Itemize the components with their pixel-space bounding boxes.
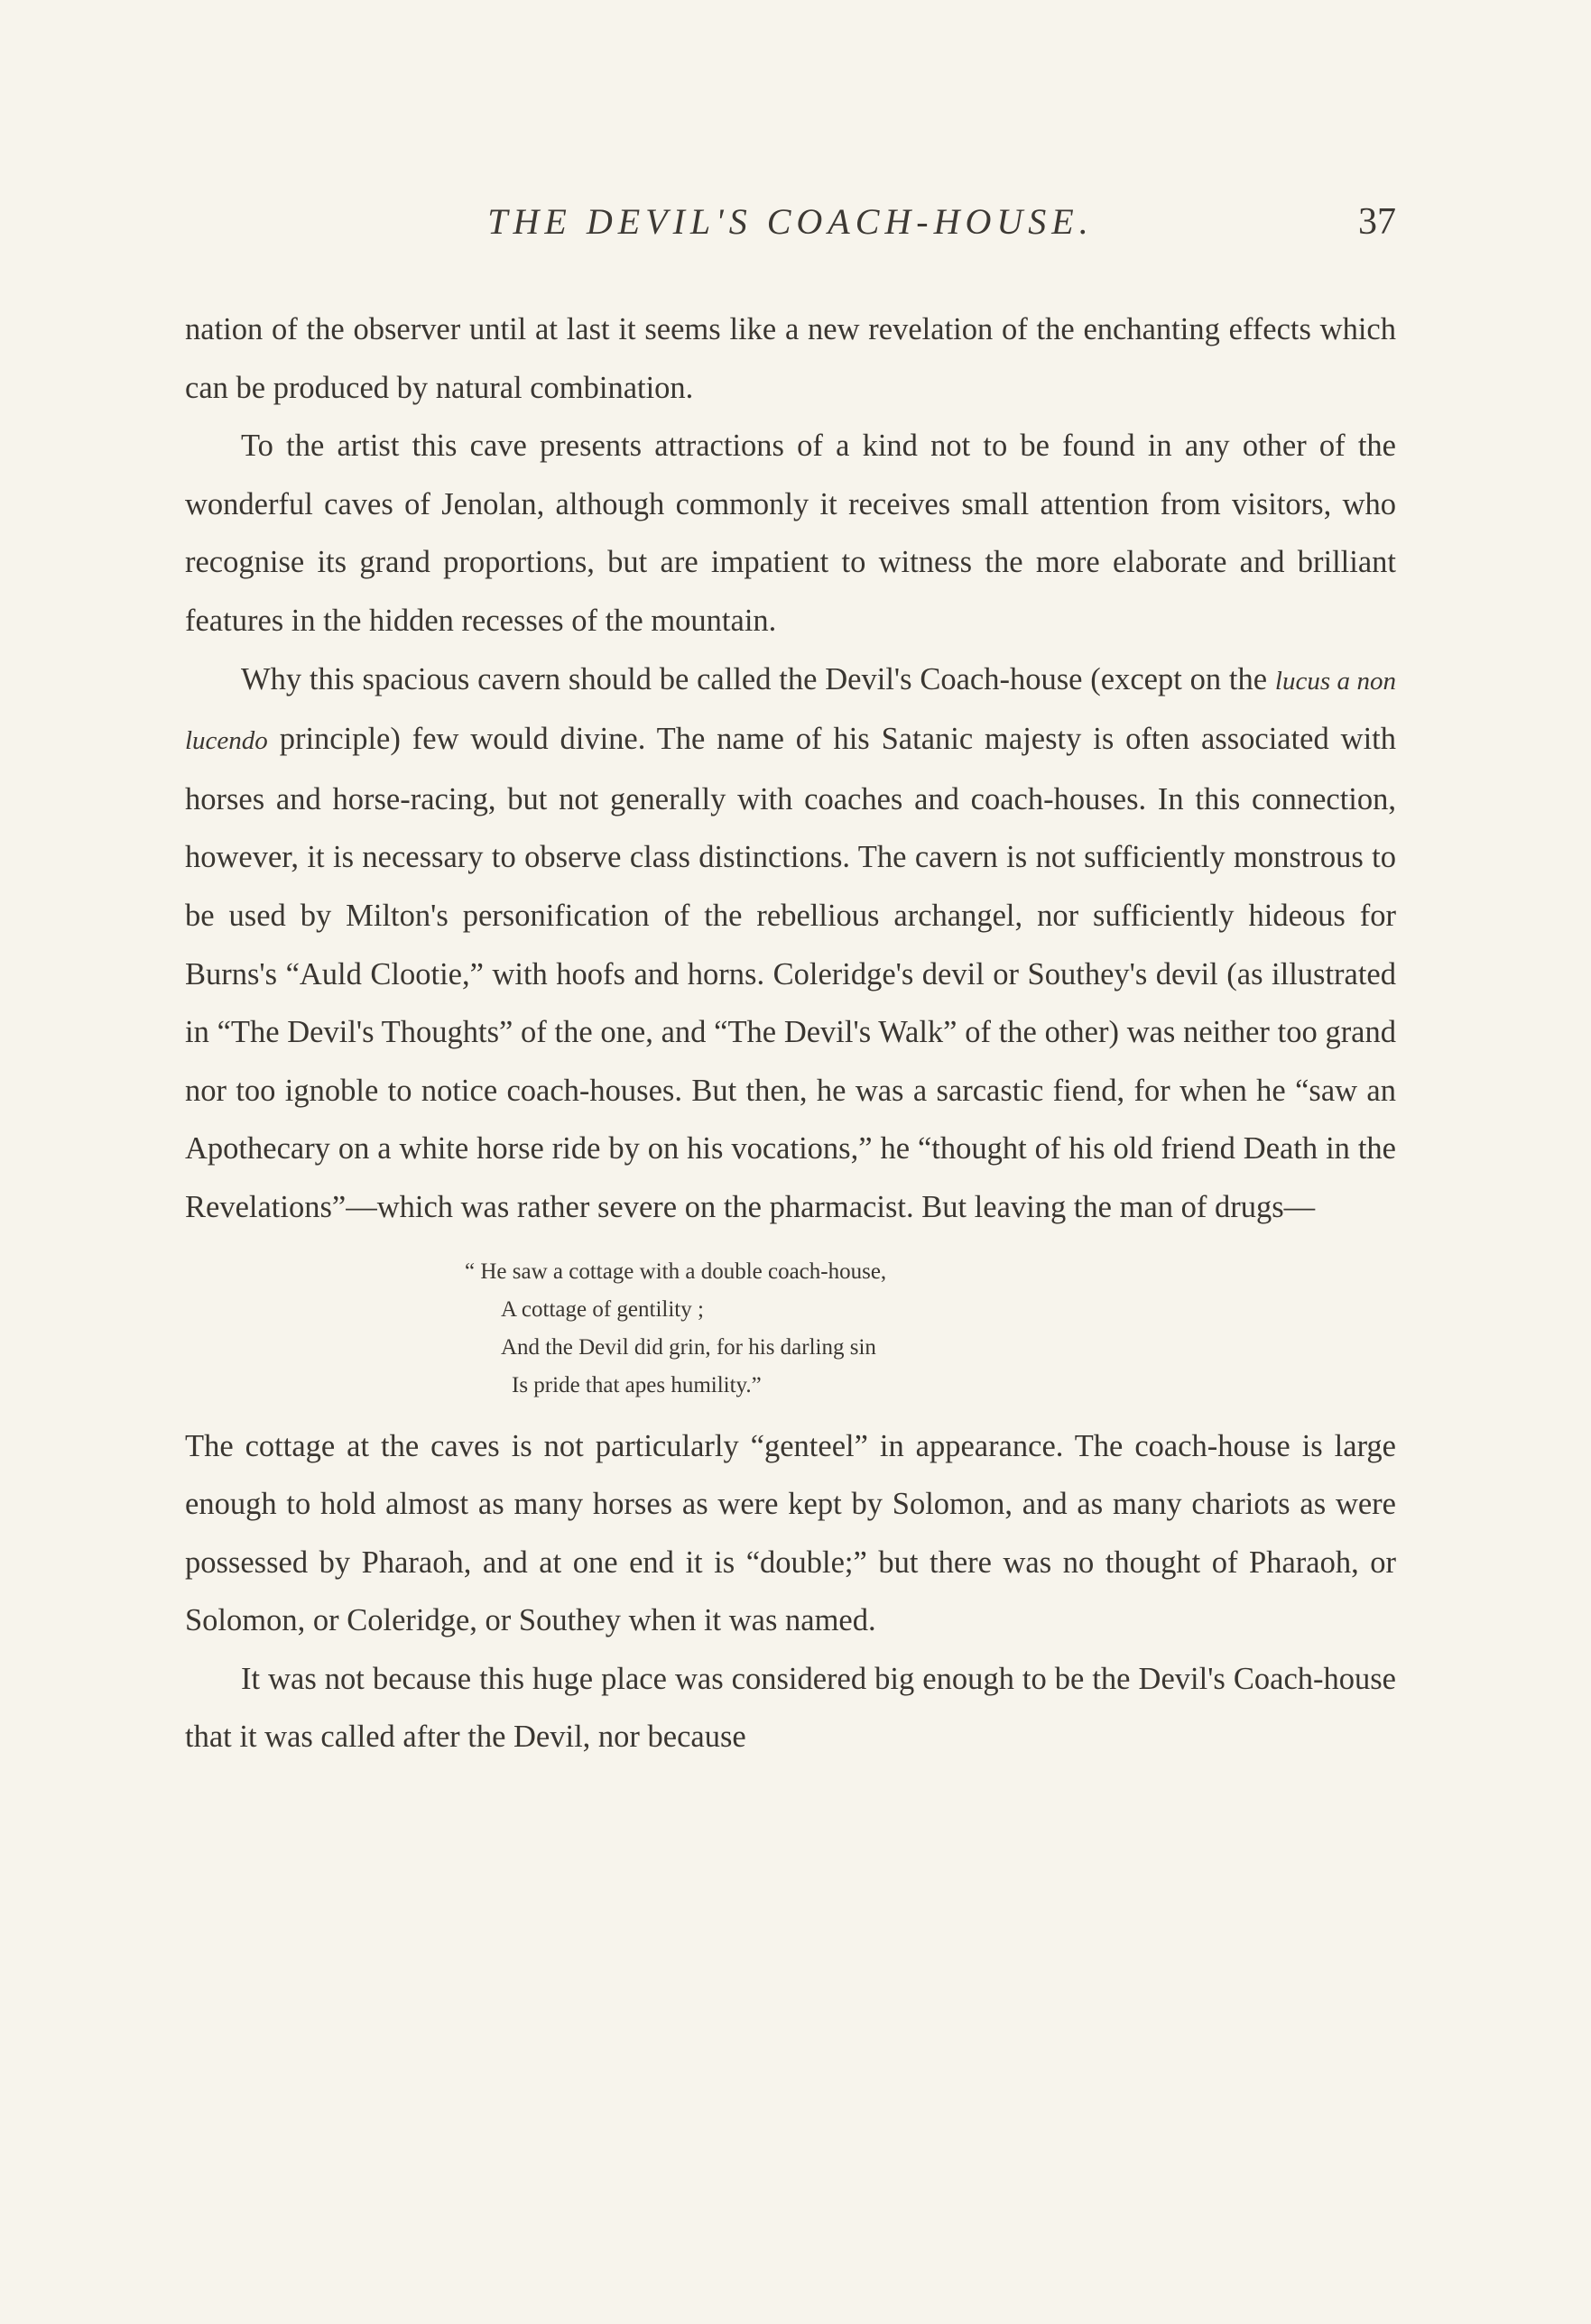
verse-line: A cottage of gentility ; (501, 1296, 704, 1322)
paragraph-spacious-cavern-part-1: Why this spacious cavern should be called the Devil's Coach-house (except on the (241, 661, 1275, 696)
verse-line: Is pride that apes humility.” (512, 1372, 762, 1397)
paragraph-artist: To the artist this cave presents attractions of a kind not to be found in any other of the wonderful caves of Jenolan, although commonly it receives small attention from visitors, who recognise its grand proportions, but are impatient to witness the more elaborate and brilliant features in the hidden recesses of the mountain. (185, 429, 1396, 638)
paragraph-huge-place: It was not because this huge place was considered big enough to be the Devil's Coach-house that it was called after the Devil, nor because (185, 1661, 1396, 1755)
latin-phrase: lucus a non lucendo (185, 666, 1397, 756)
paragraph-spacious-cavern-part-2: principle) few would divine. The name of his Satanic majesty is often associated with horses and horse-racing, but not generally with coaches and coach-houses. In this connection, however, it is necessary to observe class distinctions. The cavern is not sufficiently monstrous to be used by Milton's personification of the rebellious archangel, nor sufficiently hideous for Burns's “Auld Clootie,” with hoofs and horns. Coleridge's devil or Southey's devil (as illustrated in “The Devil's Thoughts” of the one, and “The Devil's Walk” of the other) was neither too grand nor too ignoble to notice coach-houses. But then, he was a sarcastic fiend, for when he “saw an Apothecary on a white horse ride by on his vocations,” he “thought of his old friend Death in the Revelations”—which was rather severe on the pharmacist. But leaving the man of drugs— (185, 722, 1396, 1224)
page-number: 37 (1358, 201, 1396, 243)
running-head (185, 200, 1396, 254)
paragraph-cottage: The cottage at the caves is not particularly “genteel” in appearance. The coach-house is large enough to hold almost as many horses as were kept by Solomon, and as many chariots as were possessed by Pharaoh, and at one end it is “double;” but there was no thought of Pharaoh, or Solomon, or Coleridge, or Southey when it was named. (185, 1428, 1396, 1638)
running-title: THE DEVIL'S COACH-HOUSE. (487, 201, 1094, 242)
paragraph-spacious-cavern (185, 650, 1396, 1237)
body-text (185, 300, 1396, 1766)
verse-quotation (185, 1253, 1396, 1405)
verse-line: And the Devil did grin, for his darling sin (501, 1334, 876, 1360)
paragraph-continuation: nation of the observer until at last it seems like a new revelation of the enchanting effects which can be produced by natural combination. (185, 312, 1396, 405)
verse-line: “ He saw a cottage with a double coach-house, (465, 1259, 887, 1284)
